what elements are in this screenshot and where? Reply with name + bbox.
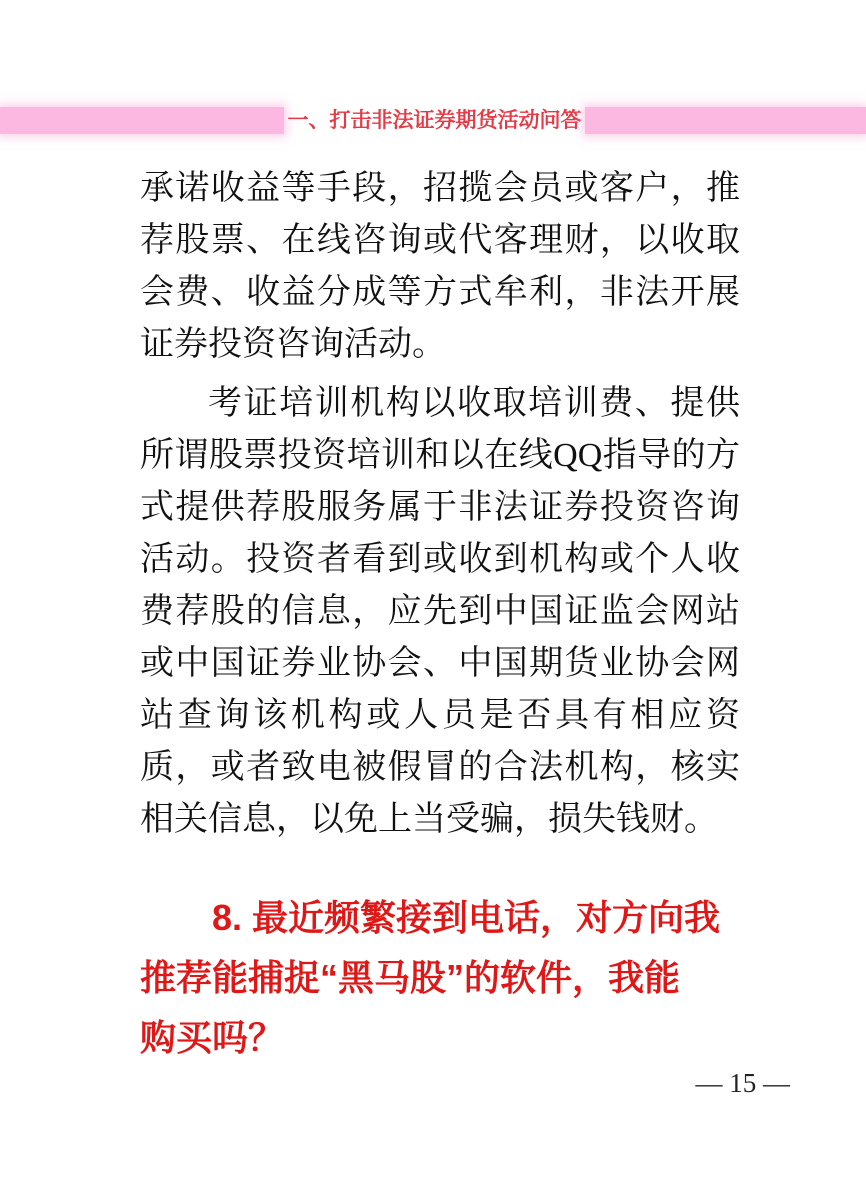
page-number: — 15 — — [695, 1068, 790, 1098]
chapter-header-title: 一、打击非法证券期货活动问答 — [287, 109, 582, 132]
question-heading-line: 推荐能捕捉“黑马股”的软件，我能 — [140, 957, 681, 998]
header-band-left — [0, 107, 284, 134]
header-band-right — [585, 107, 866, 134]
paragraph: 考证培训机构以收取培训费、提供所谓股票投资培训和以在线QQ指导的方式提供荐股服务属于非法证券投资咨询活动。投资者看到或收到机构或个人收费荐股的信息，应先到中国证监会网站或中国证券业协会、中国期货业协会网站查询该机构或人员是否具有相应资质，或者致电被假冒的合法机构，核实相关信息，以免上当受骗，损失钱财。 — [140, 385, 740, 838]
body-text — [140, 163, 740, 846]
question-heading — [140, 888, 750, 1068]
question-heading-line: 购买吗？ — [140, 1017, 285, 1058]
question-heading-line: 8. 最近频繁接到电话，对方向我 — [212, 897, 721, 938]
paragraph-continuation: 承诺收益等手段，招揽会员或客户，推荐股票、在线咨询或代客理财，以收取会费、收益分成等方式牟利，非法开展证券投资咨询活动。 — [140, 170, 740, 363]
